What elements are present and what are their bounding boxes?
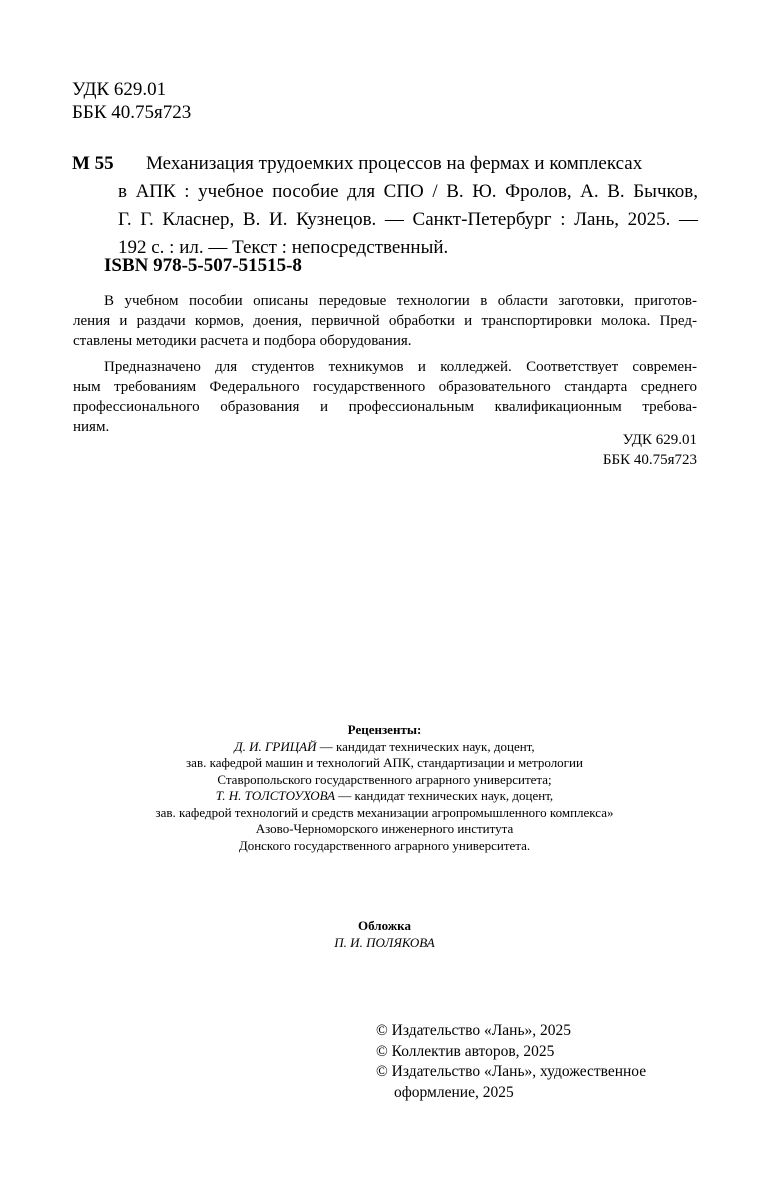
reviewer-1-position: зав. кафедрой машин и технологий АПК, стандартизации и метрологии [186, 755, 583, 770]
reviewers [0, 722, 769, 854]
reviewer-2-institute: Азово-Черноморского инженерного института [255, 821, 514, 836]
reviewer-1-title: — кандидат технических наук, доцент, [316, 738, 535, 754]
bibliographic-description [118, 150, 698, 262]
bottom-classification-codes [603, 430, 697, 470]
cover-credit [0, 917, 769, 951]
copyright-line-3-continuation: оформление, 2025 [394, 1083, 514, 1101]
reviewer-2-position: зав. кафедрой технологий и средств механизации агропромышленного комплекса» [155, 804, 614, 820]
bottom-udk: УДК 629.01 [622, 432, 697, 448]
top-udk: УДК 629.01 [72, 79, 167, 100]
reviewer-2-name: Т. Н. ТОЛСТОУХОВА [215, 788, 336, 803]
annotation-p1-line-3: ставлены методики расчета и подбора оборудования. [73, 333, 412, 349]
reviewer-2-title: — кандидат технических наук, доцент, [335, 788, 554, 803]
reviewer-1-name: Д. И. ГРИЦАЙ [234, 738, 317, 754]
annotation-p2-line-2: ным требованиям Федерального государственного образовательного стандарта среднего [73, 379, 697, 395]
bib-line-1: Механизация трудоемких процессов на фермах и комплексах [146, 153, 643, 174]
top-bbk: ББК 40.75я723 [72, 102, 192, 123]
bib-line-2: в АПК : учебное пособие для СПО / В. Ю. Фролов, А. В. Бычков, [118, 181, 698, 202]
copyright-line-3: © Издательство «Лань», художественное [376, 1063, 647, 1080]
annotation [73, 291, 697, 437]
cover-heading: Обложка [358, 918, 411, 933]
reviewers-heading: Рецензенты: [347, 722, 422, 737]
bottom-bbk: ББК 40.75я723 [602, 452, 697, 468]
top-classification-codes [72, 78, 191, 124]
reviewer-1-institution: Ставропольского государственного аграрного университета; [217, 771, 552, 787]
copyright-block [376, 1021, 646, 1103]
annotation-p2-line-3: профессионального образования и профессиональным квалификационным требова- [73, 399, 697, 415]
reviewer-2-university: Донского государственного аграрного университета. [238, 837, 531, 853]
reviewer-1 [0, 739, 769, 756]
cover-designer: П. И. ПОЛЯКОВА [334, 935, 435, 950]
annotation-p2-line-1: Предназначено для студентов техникумов и колледжей. Соответствует современ- [104, 359, 697, 375]
annotation-p1-line-1: В учебном пособии описаны передовые технологии в области заготовки, приготов- [104, 293, 697, 309]
annotation-p1-line-2: ления и раздачи кормов, доения, первичной обработки и транспортировки молока. Пред- [73, 313, 697, 329]
author-mark: М 55 [72, 153, 114, 174]
bib-line-3: Г. Г. Класнер, В. И. Кузнецов. — Санкт-Петербург : Лань, 2025. — [118, 209, 698, 230]
copyright-line-1: © Издательство «Лань», 2025 [376, 1022, 572, 1039]
bib-line-4: 192 с. : ил. — Текст : непосредственный. [118, 237, 449, 258]
annotation-p2-line-4: ниям. [73, 419, 110, 435]
reviewer-2 [0, 788, 769, 805]
copyright-line-2: © Коллектив авторов, 2025 [376, 1042, 555, 1060]
isbn: ISBN 978-5-507-51515-8 [104, 255, 302, 276]
